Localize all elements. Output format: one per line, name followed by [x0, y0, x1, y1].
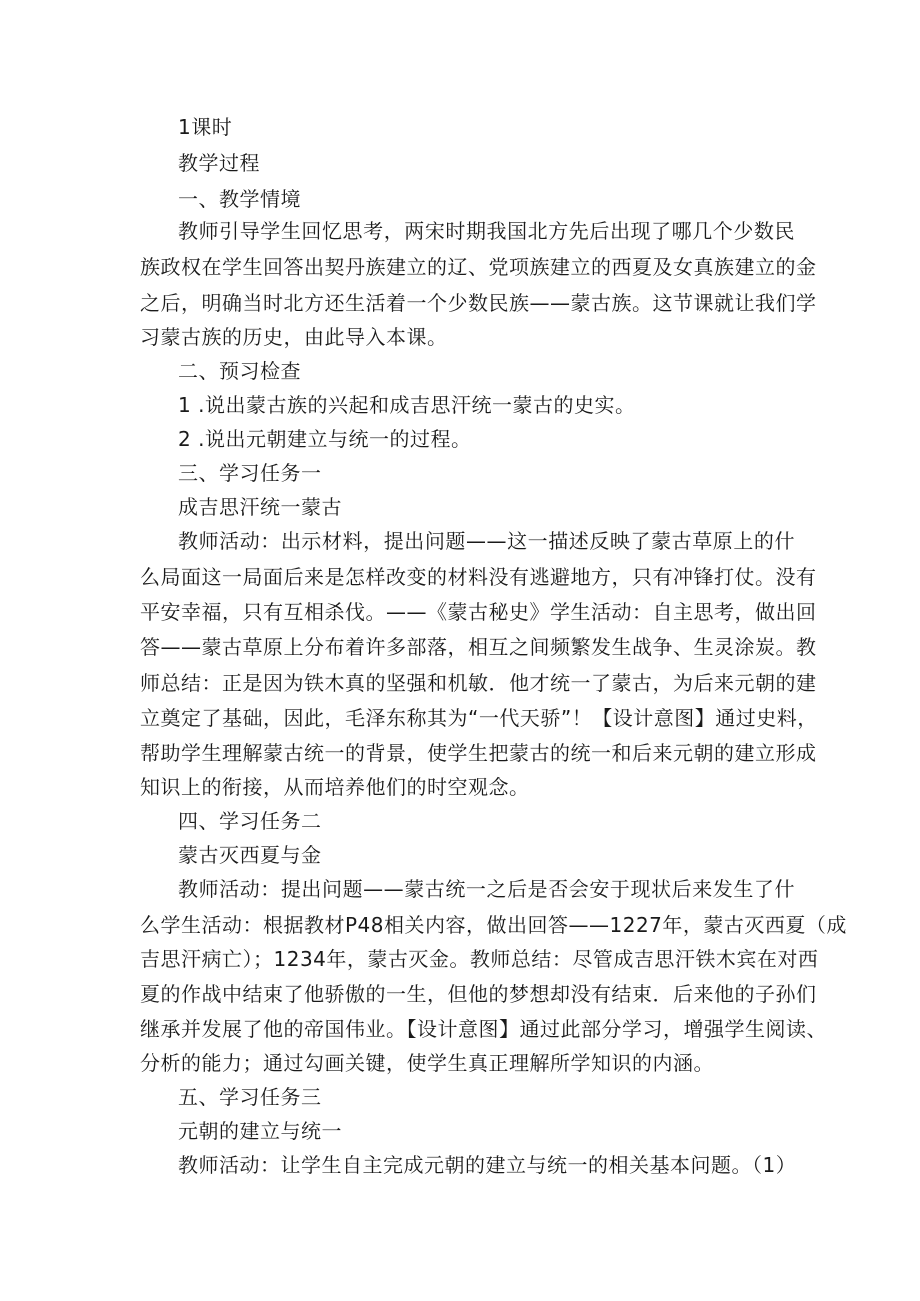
section-heading: 一、教学情境 — [178, 187, 301, 211]
paragraph-line: 立奠定了基础，因此，毛泽东称其为“一代天骄”！【设计意图】通过史料， — [140, 706, 818, 730]
paragraph-line: 平安幸福，只有互相杀伐。——《蒙古秘史》学生活动：自主思考，做出回 — [140, 600, 817, 624]
paragraph-line: 教师活动：出示材料，提出问题——这一描述反映了蒙古草原上的什 — [178, 529, 795, 553]
paragraph-line: 答——蒙古草原上分布着许多部落，相互之间频繁发生战争、生灵涂炭。教 — [140, 635, 817, 659]
paragraph-line: 夏的作战中结束了他骄傲的一生，但他的梦想却没有结束．后来他的子孙们 — [140, 982, 817, 1006]
paragraph-line: 之后，明确当时北方还生活着一个少数民族——蒙古族。这节课就让我们学 — [140, 291, 817, 315]
list-item: 1 .说出蒙古族的兴起和成吉思汗统一蒙古的史实。 — [178, 393, 636, 417]
paragraph-line: 族政权在学生回答出契丹族建立的辽、党项族建立的西夏及女真族建立的金 — [140, 255, 817, 279]
section-heading: 二、预习检查 — [178, 359, 301, 383]
paragraph-line: 师总结：正是因为铁木真的坚强和机敏．他才统一了蒙古，为后来元朝的建 — [140, 671, 817, 695]
paragraph-line: 吉思汗病亡）；1234年，蒙古灭金。教师总结：尽管成吉思汗铁木宾在对西 — [140, 947, 819, 971]
section-heading: 四、学习任务二 — [178, 809, 322, 833]
subsection-title: 元朝的建立与统一 — [178, 1119, 342, 1143]
paragraph-line: 么学生活动：根据教材P48相关内容，做出回答——1227年，蒙古灭西夏（成 — [140, 913, 847, 937]
lesson-duration: 1课时 — [178, 115, 233, 139]
paragraph-line: 分析的能力；通过勾画关键，使学生真正理解所学知识的内涵。 — [140, 1051, 714, 1075]
paragraph-line: 帮助学生理解蒙古统一的背景，使学生把蒙古的统一和后来元朝的建立形成 — [140, 741, 817, 765]
section-heading: 五、学习任务三 — [178, 1085, 322, 1109]
paragraph-line: 习蒙古族的历史，由此导入本课。 — [140, 325, 448, 349]
subsection-title: 成吉思汗统一蒙古 — [178, 495, 342, 519]
subsection-title: 蒙古灭西夏与金 — [178, 843, 322, 867]
list-item: 2 .说出元朝建立与统一的过程。 — [178, 427, 472, 451]
paragraph-line: 教师活动：提出问题——蒙古统一之后是否会安于现状后来发生了什 — [178, 877, 795, 901]
paragraph-line: 么局面这一局面后来是怎样改变的材料没有逃避地方，只有冲锋打仗。没有 — [140, 565, 817, 589]
paragraph-line: 教师活动：让学生自主完成元朝的建立与统一的相关基本问题。（1） — [178, 1153, 797, 1177]
paragraph-line: 继承并发展了他的帝国伟业。【设计意图】通过此部分学习，增强学生阅读、 — [140, 1017, 827, 1041]
section-heading: 教学过程 — [178, 151, 260, 175]
paragraph-line: 知识上的衔接，从而培养他们的时空观念。 — [140, 775, 530, 799]
section-heading: 三、学习任务一 — [178, 461, 322, 485]
paragraph-line: 教师引导学生回忆思考，两宋时期我国北方先后出现了哪几个少数民 — [178, 219, 795, 243]
